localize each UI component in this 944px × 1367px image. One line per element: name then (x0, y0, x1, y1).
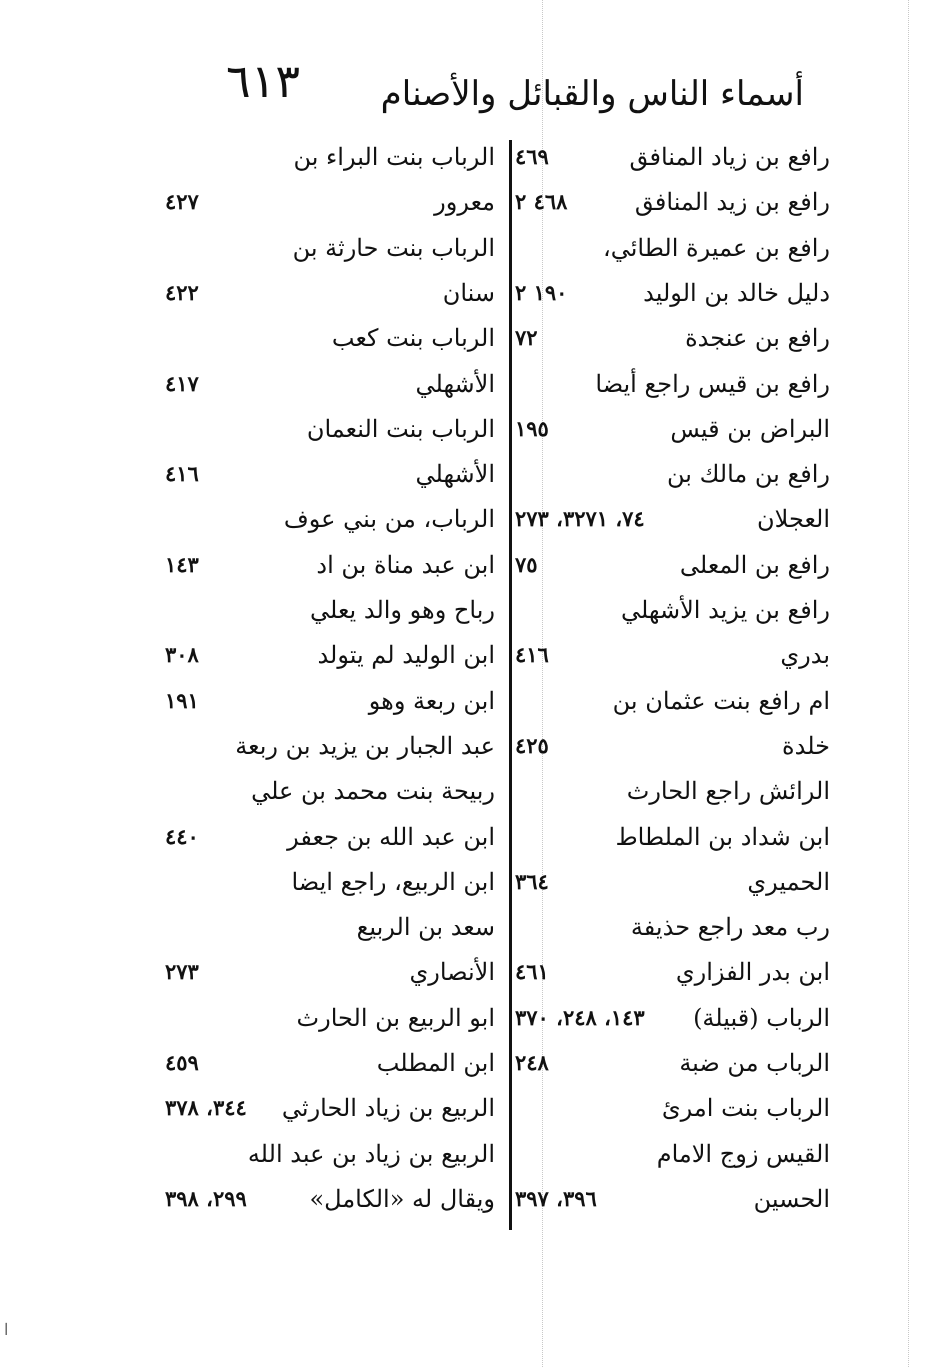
index-entry (165, 1131, 495, 1177)
index-entry (165, 270, 495, 316)
index-entry (515, 451, 830, 497)
entry-name: الحسين (753, 1185, 830, 1213)
entry-page-refs: ٣٤٤، ٣٧٨ (165, 1095, 247, 1120)
index-entry (165, 179, 495, 225)
index-entry (165, 678, 495, 724)
entry-page-refs: ٢٩٩، ٣٩٨ (165, 1186, 247, 1211)
entry-name: الرباب من ضبة (679, 1049, 830, 1077)
entry-page-refs: ٣٠٨ (165, 642, 199, 667)
entry-name: الربيع بن زياد الحارثي (281, 1094, 495, 1122)
entry-page-refs: ٤٢٥ (515, 733, 549, 758)
entry-page-refs: ٤١٧ (165, 371, 199, 396)
entry-name: رافع بن قيس راجع أيضا (595, 370, 830, 398)
index-entry (515, 632, 830, 678)
entry-name: رافع بن مالك بن (667, 460, 830, 488)
index-entry (165, 1176, 495, 1222)
entry-page-refs: ٤٥٩ (165, 1050, 199, 1075)
entry-name: ويقال له «الكامل» (309, 1185, 495, 1213)
index-entry (165, 632, 495, 678)
entry-name: ابن الربيع، راجع ايضا (291, 868, 495, 896)
entry-name: ابن شداد بن الملطاط (615, 823, 830, 851)
entry-name: الحميري (747, 868, 830, 896)
index-entry (515, 1131, 830, 1177)
index-entry (515, 542, 830, 588)
entry-page-refs: ١٩١ (165, 688, 199, 713)
entry-name: ابن ربعة وهو (368, 687, 495, 715)
index-entry (165, 315, 495, 361)
entry-name: ابن بدر الفزاري (675, 958, 830, 986)
entry-name: بدري (780, 641, 830, 669)
index-entry (165, 1085, 495, 1131)
index-entry (165, 225, 495, 271)
entry-name: القيس زوج الامام (656, 1140, 830, 1168)
entry-page-refs: ٤٢٧ (165, 189, 199, 214)
index-entry (515, 1085, 830, 1131)
index-entry (515, 768, 830, 814)
entry-page-refs: ١٤٣ (165, 552, 199, 577)
index-entry (165, 542, 495, 588)
entry-name: البراض بن قيس (670, 415, 830, 443)
index-entry (515, 904, 830, 950)
entry-page-refs: ٣٩٦، ٣٩٧ (515, 1186, 597, 1211)
entry-name: سنان (442, 279, 495, 307)
entry-name: خلدة (782, 732, 830, 760)
entry-name: ابن المطلب (376, 1049, 495, 1077)
column-divider (509, 140, 512, 1230)
index-entry (165, 134, 495, 180)
index-entry (515, 1040, 830, 1086)
index-entry (165, 496, 495, 542)
entry-name: رافع بن عنجدة (685, 324, 830, 352)
entry-name: الأنصاري (409, 958, 495, 986)
index-entry (515, 723, 830, 769)
entry-page-refs: ٧٤، ٣٢٧١، ٢٧٣ (515, 506, 645, 531)
index-entry (165, 904, 495, 950)
entry-name: رباح وهو والد يعلي (310, 596, 495, 624)
stray-mark: ا (4, 1320, 9, 1339)
index-entry (515, 678, 830, 724)
entry-name: معرور (434, 188, 495, 216)
index-entry (165, 768, 495, 814)
entry-page-refs: ٧٢ (515, 325, 538, 350)
entry-name: الرباب، من بني عوف (283, 505, 495, 533)
entry-page-refs: ٤١٦ (165, 461, 199, 486)
index-entry (515, 406, 830, 452)
entry-name: الرائش راجع الحارث (626, 777, 830, 805)
entry-name: رافع بن زياد المنافق (629, 143, 830, 171)
entry-name: الربيع بن زياد بن عبد الله (247, 1140, 495, 1168)
index-entry (165, 995, 495, 1041)
page-number: ٦١٣ (226, 54, 301, 108)
entry-name: الرباب بنت كعب (331, 324, 495, 352)
index-entry (515, 949, 830, 995)
entry-page-refs: ٤١٦ (515, 642, 549, 667)
entry-page-refs: ١٩٥ (515, 416, 549, 441)
entry-name: الرباب بنت النعمان (306, 415, 495, 443)
index-entry (515, 496, 830, 542)
entry-name: ربيحة بنت محمد بن علي (251, 777, 495, 805)
index-entry (165, 361, 495, 407)
fold-line-right (908, 0, 909, 1367)
index-entry (515, 225, 830, 271)
index-entry (515, 179, 830, 225)
entry-name: الأشهلي (415, 370, 495, 398)
index-entry (515, 315, 830, 361)
entry-name: سعد بن الربيع (356, 913, 495, 941)
index-entry (515, 859, 830, 905)
entry-name: الرباب بنت حارثة بن (292, 234, 495, 262)
entry-page-refs: ٣٦٤ (515, 869, 549, 894)
entry-name: رافع بن المعلى (679, 551, 830, 579)
entry-page-refs: ٧٥ (515, 552, 538, 577)
index-entry (515, 995, 830, 1041)
entry-name: الرباب بنت البراء بن (293, 143, 495, 171)
index-entry (165, 587, 495, 633)
entry-name: العجلان (757, 505, 830, 533)
entry-name: ابو الربيع بن الحارث (296, 1004, 495, 1032)
index-entry (515, 270, 830, 316)
entry-page-refs: ٢٤٨ (515, 1050, 549, 1075)
entry-name: رافع بن عميرة الطائي، (602, 234, 830, 262)
entry-page-refs: ١٤٣، ٢٤٨، ٣٧٠ (515, 1005, 645, 1030)
running-head: أسماء الناس والقبائل والأصنام (380, 74, 804, 114)
entry-page-refs: ٤٦٩ (515, 144, 549, 169)
entry-page-refs: ٤٢٢ (165, 280, 199, 305)
index-entry (515, 134, 830, 180)
entry-name: رافع بن زيد المنافق (634, 188, 830, 216)
entry-page-refs: ١٩٠ ٢ (515, 280, 568, 305)
entry-name: عبد الجبار بن يزيد بن ربعة (235, 732, 495, 760)
index-entry (515, 587, 830, 633)
index-entry (165, 451, 495, 497)
index-entry (165, 859, 495, 905)
entry-page-refs: ٤٤٠ (165, 824, 199, 849)
entry-name: ابن عبد الله بن جعفر (287, 823, 495, 851)
index-entry (165, 406, 495, 452)
entry-name: الأشهلي (415, 460, 495, 488)
entry-page-refs: ٤٦٨ ٢ (515, 189, 568, 214)
entry-name: دليل خالد بن الوليد (643, 279, 830, 307)
entry-name: رب معد راجع حذيفة (630, 913, 830, 941)
index-entry (165, 814, 495, 860)
entry-name: رافع بن يزيد الأشهلي (620, 596, 830, 624)
index-entry (165, 723, 495, 769)
entry-page-refs: ٤٦١ (515, 959, 549, 984)
index-entry (515, 814, 830, 860)
index-entry (515, 1176, 830, 1222)
index-entry (165, 949, 495, 995)
entry-name: ام رافع بنت عثمان بن (612, 687, 830, 715)
index-entry (515, 361, 830, 407)
entry-name: الرباب بنت امرئ (661, 1094, 830, 1122)
entry-page-refs: ٢٧٣ (165, 959, 199, 984)
entry-name: الرباب (قبيلة) (693, 1004, 830, 1032)
entry-name: ابن الوليد لم يتولد (317, 641, 495, 669)
entry-name: ابن عبد مناة بن اد (316, 551, 495, 579)
index-entry (165, 1040, 495, 1086)
